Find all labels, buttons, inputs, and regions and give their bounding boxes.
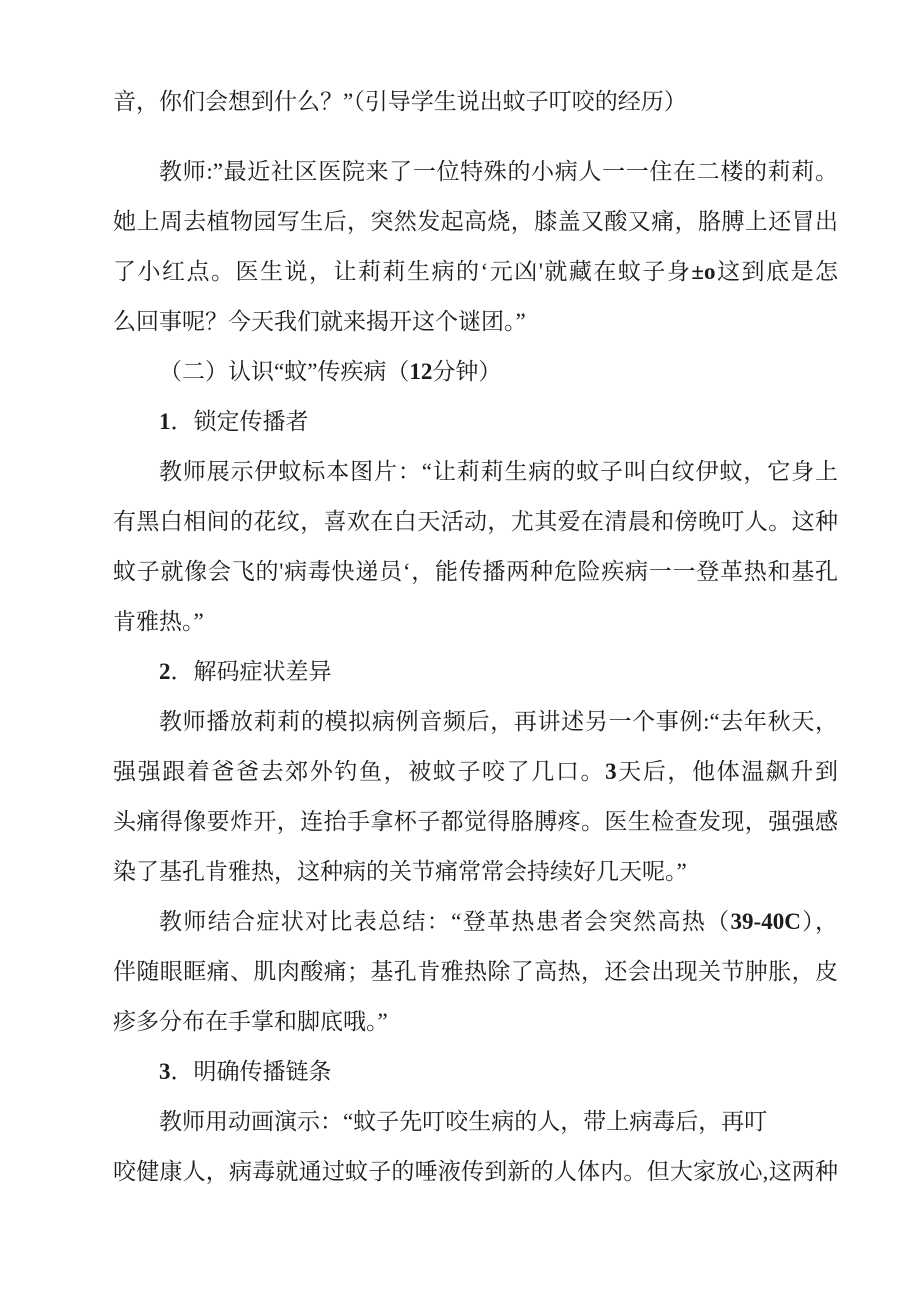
doc-line: 染了基孔肯雅热，这种病的关节痛常常会持续好几天呢。”	[113, 859, 687, 884]
latin-text: 2	[159, 659, 171, 684]
doc-line: 2．解码症状差异	[159, 659, 332, 684]
latin-text: 1	[159, 409, 171, 434]
doc-line: 疹多分布在手掌和脚底哦。”	[113, 1009, 388, 1034]
doc-line: 教师:”最近社区医院来了一位特殊的小病人一一住在二楼的莉莉。	[159, 159, 838, 184]
doc-line: 强强跟着爸爸去郊外钓鱼，被蚊子咬了几口。3天后，他体温飙升到	[113, 759, 838, 784]
doc-line: 她上周去植物园写生后，突然发起高烧，膝盖又酸又痛，胳膊上还冒出	[113, 209, 838, 234]
latin-text: 39-40C	[730, 909, 801, 934]
doc-line: 肯雅热。”	[113, 609, 204, 634]
doc-line: 教师展示伊蚊标本图片：“让莉莉生病的蚊子叫白纹伊蚊，它身上	[159, 459, 838, 484]
doc-line: 头痛得像要炸开，连抬手拿杯子都觉得胳膊疼。医生检查发现，强强感	[113, 809, 838, 834]
doc-line: 教师结合症状对比表总结：“登革热患者会突然高热（39-40C），	[159, 909, 838, 934]
latin-text: 3	[159, 1059, 171, 1084]
doc-line: 3．明确传播链条	[159, 1059, 332, 1084]
latin-text: 12	[409, 359, 433, 384]
doc-line: 教师播放莉莉的模拟病例音频后，再讲述另一个事例:“去年秋天，	[159, 709, 838, 734]
doc-line: 1．锁定传播者	[159, 409, 309, 434]
doc-line: 伴随眼眶痛、肌肉酸痛；基孔肯雅热除了高热，还会出现关节肿胀，皮	[113, 959, 838, 984]
doc-line: 咬健康人，病毒就通过蚊子的唾液传到新的人体内。但大家放心,这两种	[113, 1159, 838, 1184]
doc-line: 音，你们会想到什么？”（引导学生说出蚊子叮咬的经历）	[113, 89, 687, 114]
doc-line: （二）认识“蚊”传疾病（12分钟）	[159, 359, 502, 384]
latin-text: ±o	[691, 259, 716, 284]
doc-line: 有黑白相间的花纹，喜欢在白天活动，尤其爱在清晨和傍晚叮人。这种	[113, 509, 838, 534]
doc-line: 了小红点。医生说，让莉莉生病的‘元凶'就藏在蚊子身±o这到底是怎	[113, 259, 838, 284]
doc-line: 么回事呢？今天我们就来揭开这个谜团。”	[113, 309, 526, 334]
doc-line: 蚊子就像会飞的'病毒快递员‘，能传播两种危险疾病一一登革热和基孔	[113, 559, 838, 584]
latin-text: 3	[605, 759, 617, 784]
doc-line: 教师用动画演示：“蚊子先叮咬生病的人，带上病毒后，再叮	[159, 1109, 768, 1134]
